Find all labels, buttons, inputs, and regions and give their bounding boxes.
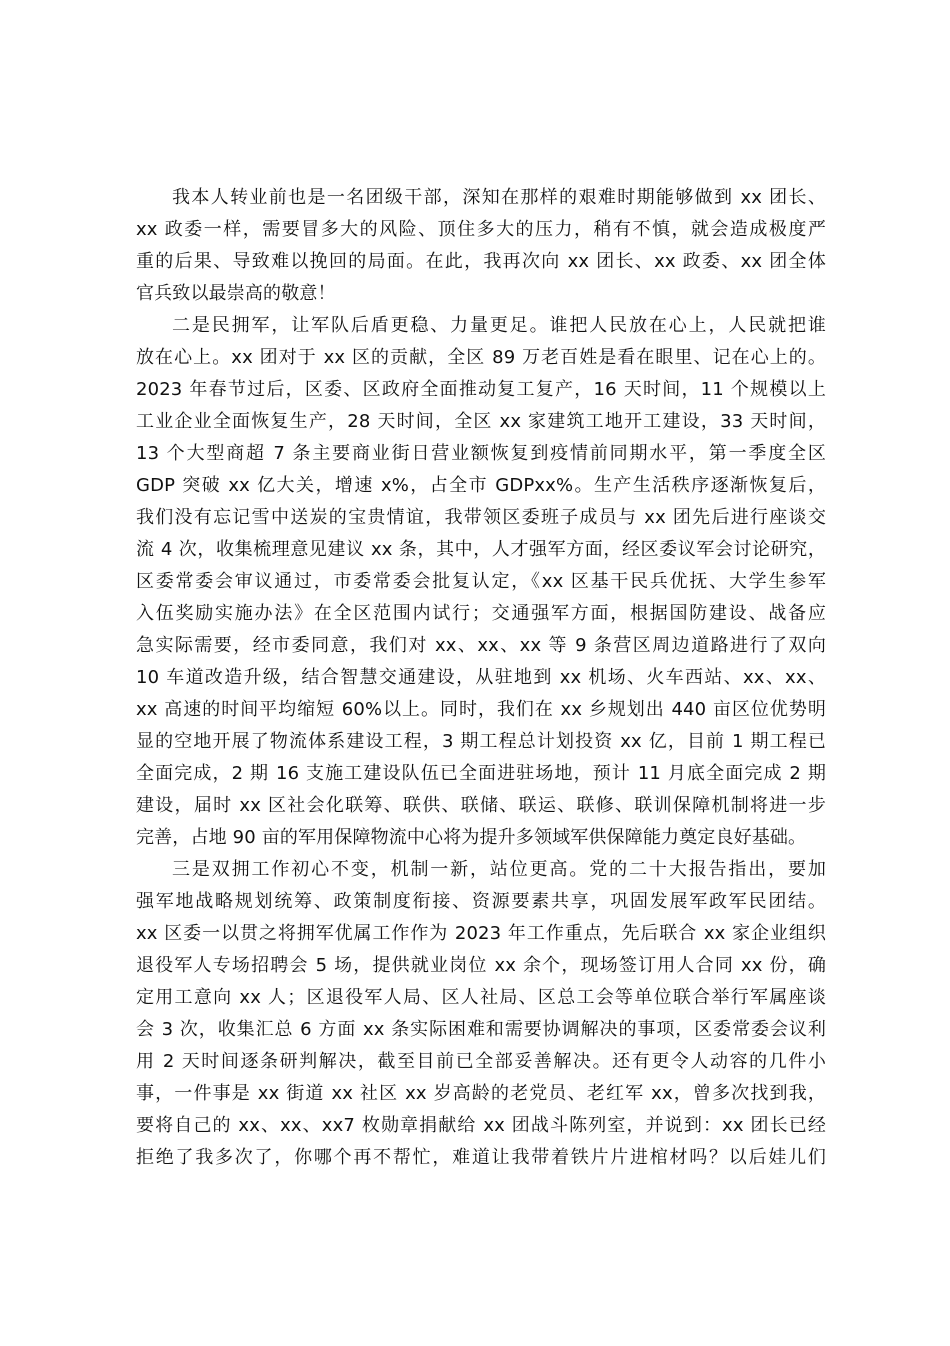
- text-line: 拒绝了我多次了，你哪个再不帮忙，难道让我带着铁片片进棺材吗？以后娃儿们: [136, 1147, 826, 1168]
- text-line: 10 车道改造升级，结合智慧交通建设，从驻地到 xx 机场、火车西站、xx、xx、: [136, 667, 826, 688]
- text-line: 流 4 次，收集梳理意见建议 xx 条，其中，人才强军方面，经区委议军会讨论研究，: [136, 539, 826, 560]
- text-line: 完善，占地 90 亩的军用保障物流中心将为提升多领域军供保障能力奠定良好基础。: [136, 827, 807, 848]
- text-line: 我本人转业前也是一名团级干部，深知在那样的艰难时期能够做到 xx 团长、: [172, 187, 826, 208]
- text-line: 全面完成，2 期 16 支施工建设队伍已全面进驻场地，预计 11 月底全面完成 2 期: [136, 763, 826, 784]
- text-line: 重的后果、导致难以挽回的局面。在此，我再次向 xx 团长、xx 政委、xx 团全体: [136, 251, 826, 272]
- text-line: xx 高速的时间平均缩短 60%以上。同时，我们在 xx 乡规划出 440 亩区位优势明: [136, 699, 826, 720]
- text-line: 要将自己的 xx、xx、xx7 枚勋章捐献给 xx 团战斗陈列室，并说到：xx 团长已经: [136, 1115, 826, 1136]
- text-line: 用 2 天时间逐条研判解决，截至目前已全部妥善解决。还有更令人动容的几件小: [136, 1051, 826, 1072]
- text-line: 三是双拥工作初心不变，机制一新，站位更高。党的二十大报告指出，要加: [172, 859, 826, 880]
- text-line: 定用工意向 xx 人；区退役军人局、区人社局、区总工会等单位联合举行军属座谈: [136, 987, 826, 1008]
- text-line: 急实际需要，经市委同意，我们对 xx、xx、xx 等 9 条营区周边道路进行了双向: [136, 635, 826, 656]
- text-line: 入伍奖励实施办法》在全区范围内试行；交通强军方面，根据国防建设、战备应: [136, 603, 826, 624]
- text-line: 二是民拥军，让军队后盾更稳、力量更足。谁把人民放在心上，人民就把谁: [172, 315, 826, 336]
- text-line: 13 个大型商超 7 条主要商业街日营业额恢复到疫情前同期水平，第一季度全区: [136, 443, 826, 464]
- text-line: 工业企业全面恢复生产，28 天时间，全区 xx 家建筑工地开工建设，33 天时间，: [136, 411, 826, 432]
- text-line: 事，一件事是 xx 街道 xx 社区 xx 岁高龄的老党员、老红军 xx，曾多次找到我，: [136, 1083, 826, 1104]
- text-line: 强军地战略规划统筹、政策制度衔接、资源要素共享，巩固发展军政军民团结。: [136, 891, 826, 912]
- text-line: 显的空地开展了物流体系建设工程，3 期工程总计划投资 xx 亿，目前 1 期工程已: [136, 731, 826, 752]
- text-line: 区委常委会审议通过，市委常委会批复认定，《xx 区基干民兵优抚、大学生参军: [136, 571, 826, 592]
- text-line: xx 区委一以贯之将拥军优属工作作为 2023 年工作重点，先后联合 xx 家企业组织: [136, 923, 826, 944]
- text-line: 我们没有忘记雪中送炭的宝贵情谊，我带领区委班子成员与 xx 团先后进行座谈交: [136, 507, 826, 528]
- text-line: 放在心上。xx 团对于 xx 区的贡献，全区 89 万老百姓是看在眼里、记在心上的。: [136, 347, 826, 368]
- text-line: 退役军人专场招聘会 5 场，提供就业岗位 xx 余个，现场签订用人合同 xx 份，确: [136, 955, 826, 976]
- text-line: 2023 年春节过后，区委、区政府全面推动复工复产，16 天时间，11 个规模以上: [136, 379, 826, 400]
- text-line: xx 政委一样，需要冒多大的风险、顶住多大的压力，稍有不慎，就会造成极度严: [136, 219, 826, 240]
- text-line: 会 3 次，收集汇总 6 方面 xx 条实际困难和需要协调解决的事项，区委常委会议利: [136, 1019, 826, 1040]
- text-line: GDP 突破 xx 亿大关，增速 x%，占全市 GDPxx%。生产生活秩序逐渐恢复后，: [136, 475, 826, 496]
- text-line: 官兵致以最崇高的敬意！: [136, 283, 336, 304]
- text-line: 建设，届时 xx 区社会化联筹、联供、联储、联运、联修、联训保障机制将进一步: [136, 795, 826, 816]
